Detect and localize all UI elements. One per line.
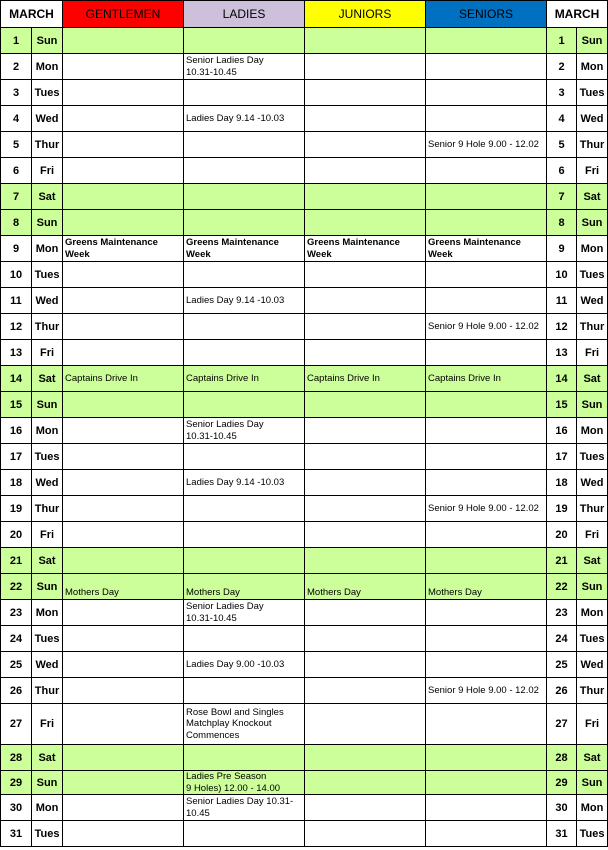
- ladies-event: [184, 262, 305, 288]
- day-of-week-right: Fri: [577, 158, 608, 184]
- day-number-left: 31: [1, 821, 32, 847]
- seniors-event: [426, 54, 547, 80]
- day-row: [1, 340, 608, 366]
- day-row: [1, 392, 608, 418]
- seniors-event: [426, 340, 547, 366]
- seniors-event: [426, 28, 547, 54]
- gentlemen-event: [63, 600, 184, 626]
- day-number-right: 17: [547, 444, 577, 470]
- gentlemen-event: [63, 496, 184, 522]
- gentlemen-event: [63, 54, 184, 80]
- day-number-right: 3: [547, 80, 577, 106]
- day-number-right: 21: [547, 548, 577, 574]
- day-of-week-left: Mon: [32, 54, 63, 80]
- gentlemen-event: [63, 652, 184, 678]
- day-of-week-left: Sun: [32, 771, 63, 795]
- day-row: [1, 652, 608, 678]
- day-number-right: 8: [547, 210, 577, 236]
- gentlemen-event: [63, 184, 184, 210]
- day-number-right: 13: [547, 340, 577, 366]
- ladies-event: [184, 184, 305, 210]
- day-number-right: 6: [547, 158, 577, 184]
- day-number-right: 20: [547, 522, 577, 548]
- day-of-week-right: Sun: [577, 574, 608, 600]
- juniors-event: [305, 444, 426, 470]
- gentlemen-header: GENTLEMEN: [63, 1, 184, 28]
- day-of-week-left: Sun: [32, 210, 63, 236]
- day-row: [1, 210, 608, 236]
- gentlemen-event: Captains Drive In: [63, 366, 184, 392]
- juniors-event: [305, 28, 426, 54]
- gentlemen-event: Greens Maintenance Week: [63, 236, 184, 262]
- ladies-event: [184, 28, 305, 54]
- juniors-event: [305, 392, 426, 418]
- day-row: [1, 821, 608, 847]
- gentlemen-event: [63, 158, 184, 184]
- day-number-right: 18: [547, 470, 577, 496]
- seniors-event: [426, 288, 547, 314]
- day-number-right: 30: [547, 795, 577, 821]
- seniors-event: [426, 80, 547, 106]
- ladies-event: [184, 314, 305, 340]
- seniors-event: [426, 600, 547, 626]
- ladies-event: [184, 821, 305, 847]
- day-row: [1, 444, 608, 470]
- gentlemen-event: [63, 262, 184, 288]
- juniors-event: Captains Drive In: [305, 366, 426, 392]
- day-row: [1, 158, 608, 184]
- juniors-event: [305, 771, 426, 795]
- day-number-left: 5: [1, 132, 32, 158]
- day-of-week-right: Sat: [577, 184, 608, 210]
- gentlemen-event: [63, 314, 184, 340]
- juniors-event: [305, 652, 426, 678]
- calendar-body: [1, 28, 608, 847]
- day-number-right: 22: [547, 574, 577, 600]
- month-header-left: MARCH: [1, 1, 63, 28]
- day-number-left: 7: [1, 184, 32, 210]
- day-of-week-left: Thur: [32, 678, 63, 704]
- seniors-event: [426, 184, 547, 210]
- seniors-event: [426, 444, 547, 470]
- day-number-left: 15: [1, 392, 32, 418]
- day-of-week-left: Sat: [32, 184, 63, 210]
- seniors-event: Captains Drive In: [426, 366, 547, 392]
- day-of-week-right: Wed: [577, 106, 608, 132]
- day-row: [1, 574, 608, 600]
- juniors-event: [305, 210, 426, 236]
- ladies-event: Senior Ladies Day 10.31-10.45: [184, 600, 305, 626]
- day-row: [1, 314, 608, 340]
- day-number-right: 2: [547, 54, 577, 80]
- day-number-left: 13: [1, 340, 32, 366]
- day-of-week-left: Mon: [32, 236, 63, 262]
- day-of-week-right: Tues: [577, 262, 608, 288]
- ladies-event: Senior Ladies Day 10.31- 10.45: [184, 795, 305, 821]
- juniors-event: [305, 158, 426, 184]
- day-number-right: 5: [547, 132, 577, 158]
- seniors-event: [426, 522, 547, 548]
- seniors-event: Greens Maintenance Week: [426, 236, 547, 262]
- day-row: [1, 288, 608, 314]
- day-of-week-right: Tues: [577, 626, 608, 652]
- juniors-header: JUNIORS: [305, 1, 426, 28]
- day-row: [1, 28, 608, 54]
- day-of-week-right: Mon: [577, 54, 608, 80]
- day-row: [1, 132, 608, 158]
- day-number-left: 6: [1, 158, 32, 184]
- day-number-left: 22: [1, 574, 32, 600]
- ladies-event: [184, 210, 305, 236]
- gentlemen-event: [63, 548, 184, 574]
- day-of-week-left: Sat: [32, 548, 63, 574]
- day-of-week-right: Wed: [577, 470, 608, 496]
- day-row: [1, 704, 608, 745]
- seniors-event: [426, 704, 547, 745]
- day-of-week-left: Fri: [32, 704, 63, 745]
- seniors-event: [426, 652, 547, 678]
- seniors-event: [426, 821, 547, 847]
- day-number-right: 31: [547, 821, 577, 847]
- day-number-left: 26: [1, 678, 32, 704]
- ladies-event: Rose Bowl and Singles Matchplay Knockout Commences: [184, 704, 305, 745]
- day-number-right: 1: [547, 28, 577, 54]
- seniors-event: [426, 745, 547, 771]
- juniors-event: [305, 600, 426, 626]
- seniors-event: [426, 392, 547, 418]
- day-number-left: 29: [1, 771, 32, 795]
- day-of-week-left: Thur: [32, 314, 63, 340]
- day-number-right: 10: [547, 262, 577, 288]
- day-of-week-left: Wed: [32, 652, 63, 678]
- gentlemen-event: [63, 470, 184, 496]
- day-row: [1, 54, 608, 80]
- day-of-week-left: Thur: [32, 496, 63, 522]
- ladies-event: Ladies Day 9.00 -10.03: [184, 652, 305, 678]
- gentlemen-event: [63, 418, 184, 444]
- juniors-event: [305, 262, 426, 288]
- header-row: [1, 1, 608, 28]
- day-row: [1, 678, 608, 704]
- juniors-event: [305, 184, 426, 210]
- day-number-left: 9: [1, 236, 32, 262]
- day-of-week-left: Sun: [32, 28, 63, 54]
- juniors-event: [305, 496, 426, 522]
- day-of-week-left: Tues: [32, 626, 63, 652]
- day-number-left: 17: [1, 444, 32, 470]
- day-of-week-left: Tues: [32, 80, 63, 106]
- gentlemen-event: [63, 771, 184, 795]
- day-number-right: 4: [547, 106, 577, 132]
- juniors-event: [305, 314, 426, 340]
- day-of-week-right: Sun: [577, 210, 608, 236]
- day-of-week-left: Fri: [32, 522, 63, 548]
- day-row: [1, 496, 608, 522]
- day-of-week-left: Wed: [32, 470, 63, 496]
- gentlemen-event: [63, 210, 184, 236]
- day-row: [1, 522, 608, 548]
- day-number-left: 20: [1, 522, 32, 548]
- day-number-left: 16: [1, 418, 32, 444]
- gentlemen-event: [63, 28, 184, 54]
- day-number-left: 28: [1, 745, 32, 771]
- gentlemen-event: [63, 626, 184, 652]
- day-row: [1, 771, 608, 795]
- seniors-event: [426, 626, 547, 652]
- day-number-left: 25: [1, 652, 32, 678]
- ladies-event: [184, 80, 305, 106]
- day-of-week-right: Fri: [577, 522, 608, 548]
- day-number-right: 14: [547, 366, 577, 392]
- juniors-event: [305, 704, 426, 745]
- day-number-right: 25: [547, 652, 577, 678]
- ladies-event: [184, 158, 305, 184]
- juniors-event: Mothers Day: [305, 574, 426, 600]
- day-of-week-right: Mon: [577, 236, 608, 262]
- ladies-event: [184, 522, 305, 548]
- ladies-event: [184, 678, 305, 704]
- day-number-right: 23: [547, 600, 577, 626]
- juniors-event: [305, 626, 426, 652]
- ladies-event: Mothers Day: [184, 574, 305, 600]
- gentlemen-event: [63, 678, 184, 704]
- ladies-event: Ladies Day 9.14 -10.03: [184, 470, 305, 496]
- ladies-event: [184, 626, 305, 652]
- day-number-left: 1: [1, 28, 32, 54]
- juniors-event: [305, 678, 426, 704]
- seniors-event: Senior 9 Hole 9.00 - 12.02: [426, 678, 547, 704]
- gentlemen-event: [63, 392, 184, 418]
- seniors-event: [426, 158, 547, 184]
- juniors-event: [305, 288, 426, 314]
- ladies-event: Senior Ladies Day 10.31-10.45: [184, 54, 305, 80]
- gentlemen-event: [63, 132, 184, 158]
- seniors-event: [426, 548, 547, 574]
- day-number-left: 4: [1, 106, 32, 132]
- day-of-week-left: Wed: [32, 106, 63, 132]
- day-of-week-right: Sat: [577, 548, 608, 574]
- day-of-week-right: Fri: [577, 704, 608, 745]
- ladies-event: Senior Ladies Day 10.31-10.45: [184, 418, 305, 444]
- day-row: [1, 106, 608, 132]
- day-row: [1, 548, 608, 574]
- day-of-week-right: Sun: [577, 771, 608, 795]
- day-of-week-left: Sat: [32, 366, 63, 392]
- ladies-event: Captains Drive In: [184, 366, 305, 392]
- day-of-week-left: Sat: [32, 745, 63, 771]
- day-of-week-right: Mon: [577, 795, 608, 821]
- day-number-left: 27: [1, 704, 32, 745]
- juniors-event: Greens Maintenance Week: [305, 236, 426, 262]
- day-row: [1, 745, 608, 771]
- gentlemen-event: [63, 288, 184, 314]
- day-of-week-left: Wed: [32, 288, 63, 314]
- day-number-left: 24: [1, 626, 32, 652]
- day-of-week-left: Tues: [32, 262, 63, 288]
- juniors-event: [305, 132, 426, 158]
- day-of-week-right: Mon: [577, 600, 608, 626]
- day-row: [1, 262, 608, 288]
- seniors-event: [426, 262, 547, 288]
- day-of-week-right: Tues: [577, 821, 608, 847]
- ladies-event: [184, 496, 305, 522]
- day-number-left: 30: [1, 795, 32, 821]
- day-of-week-left: Tues: [32, 821, 63, 847]
- gentlemen-event: [63, 106, 184, 132]
- day-of-week-left: Sun: [32, 392, 63, 418]
- seniors-event: Mothers Day: [426, 574, 547, 600]
- ladies-event: Ladies Pre Season 9 Holes) 12.00 - 14.00: [184, 771, 305, 795]
- ladies-event: Ladies Day 9.14 -10.03: [184, 288, 305, 314]
- seniors-event: Senior 9 Hole 9.00 - 12.02: [426, 132, 547, 158]
- day-number-right: 11: [547, 288, 577, 314]
- day-number-right: 7: [547, 184, 577, 210]
- day-of-week-left: Sun: [32, 574, 63, 600]
- day-of-week-right: Thur: [577, 314, 608, 340]
- juniors-event: [305, 745, 426, 771]
- day-of-week-right: Wed: [577, 288, 608, 314]
- day-number-right: 24: [547, 626, 577, 652]
- day-of-week-left: Mon: [32, 418, 63, 444]
- day-of-week-right: Thur: [577, 496, 608, 522]
- seniors-event: [426, 210, 547, 236]
- gentlemen-event: [63, 704, 184, 745]
- gentlemen-event: [63, 821, 184, 847]
- day-row: [1, 418, 608, 444]
- day-of-week-right: Thur: [577, 678, 608, 704]
- day-number-right: 9: [547, 236, 577, 262]
- day-number-left: 2: [1, 54, 32, 80]
- juniors-event: [305, 106, 426, 132]
- ladies-header: LADIES: [184, 1, 305, 28]
- day-number-right: 27: [547, 704, 577, 745]
- ladies-event: [184, 132, 305, 158]
- day-number-left: 23: [1, 600, 32, 626]
- day-number-right: 29: [547, 771, 577, 795]
- day-of-week-right: Wed: [577, 652, 608, 678]
- day-row: [1, 470, 608, 496]
- day-of-week-left: Fri: [32, 158, 63, 184]
- juniors-event: [305, 821, 426, 847]
- day-of-week-left: Thur: [32, 132, 63, 158]
- seniors-header: SENIORS: [426, 1, 547, 28]
- day-of-week-left: Fri: [32, 340, 63, 366]
- day-of-week-right: Tues: [577, 80, 608, 106]
- day-number-left: 12: [1, 314, 32, 340]
- ladies-event: [184, 392, 305, 418]
- seniors-event: [426, 418, 547, 444]
- day-of-week-right: Fri: [577, 340, 608, 366]
- day-row: [1, 80, 608, 106]
- day-row: [1, 366, 608, 392]
- seniors-event: [426, 470, 547, 496]
- gentlemen-event: Mothers Day: [63, 574, 184, 600]
- gentlemen-event: [63, 795, 184, 821]
- day-of-week-right: Sun: [577, 28, 608, 54]
- day-number-right: 15: [547, 392, 577, 418]
- juniors-event: [305, 548, 426, 574]
- ladies-event: [184, 444, 305, 470]
- day-number-left: 14: [1, 366, 32, 392]
- ladies-event: Greens Maintenance Week: [184, 236, 305, 262]
- day-row: [1, 795, 608, 821]
- gentlemen-event: [63, 522, 184, 548]
- day-of-week-right: Thur: [577, 132, 608, 158]
- gentlemen-event: [63, 80, 184, 106]
- day-of-week-left: Mon: [32, 600, 63, 626]
- seniors-event: [426, 106, 547, 132]
- day-row: [1, 600, 608, 626]
- juniors-event: [305, 470, 426, 496]
- juniors-event: [305, 418, 426, 444]
- day-number-left: 10: [1, 262, 32, 288]
- seniors-event: [426, 771, 547, 795]
- juniors-event: [305, 795, 426, 821]
- seniors-event: Senior 9 Hole 9.00 - 12.02: [426, 496, 547, 522]
- gentlemen-event: [63, 340, 184, 366]
- day-of-week-left: Mon: [32, 795, 63, 821]
- day-number-left: 3: [1, 80, 32, 106]
- day-number-right: 16: [547, 418, 577, 444]
- ladies-event: Ladies Day 9.14 -10.03: [184, 106, 305, 132]
- gentlemen-event: [63, 745, 184, 771]
- day-of-week-left: Tues: [32, 444, 63, 470]
- day-number-left: 11: [1, 288, 32, 314]
- day-row: [1, 626, 608, 652]
- day-of-week-right: Mon: [577, 418, 608, 444]
- juniors-event: [305, 80, 426, 106]
- juniors-event: [305, 340, 426, 366]
- ladies-event: [184, 745, 305, 771]
- ladies-event: [184, 548, 305, 574]
- day-of-week-right: Sat: [577, 745, 608, 771]
- day-number-right: 19: [547, 496, 577, 522]
- day-number-right: 26: [547, 678, 577, 704]
- day-row: [1, 184, 608, 210]
- day-number-left: 19: [1, 496, 32, 522]
- juniors-event: [305, 522, 426, 548]
- day-number-right: 12: [547, 314, 577, 340]
- day-of-week-right: Sun: [577, 392, 608, 418]
- ladies-event: [184, 340, 305, 366]
- seniors-event: [426, 795, 547, 821]
- day-of-week-right: Tues: [577, 444, 608, 470]
- day-row: [1, 236, 608, 262]
- day-number-left: 21: [1, 548, 32, 574]
- gentlemen-event: [63, 444, 184, 470]
- seniors-event: Senior 9 Hole 9.00 - 12.02: [426, 314, 547, 340]
- month-header-right: MARCH: [547, 1, 608, 28]
- juniors-event: [305, 54, 426, 80]
- day-number-left: 8: [1, 210, 32, 236]
- day-number-right: 28: [547, 745, 577, 771]
- day-of-week-right: Sat: [577, 366, 608, 392]
- day-number-left: 18: [1, 470, 32, 496]
